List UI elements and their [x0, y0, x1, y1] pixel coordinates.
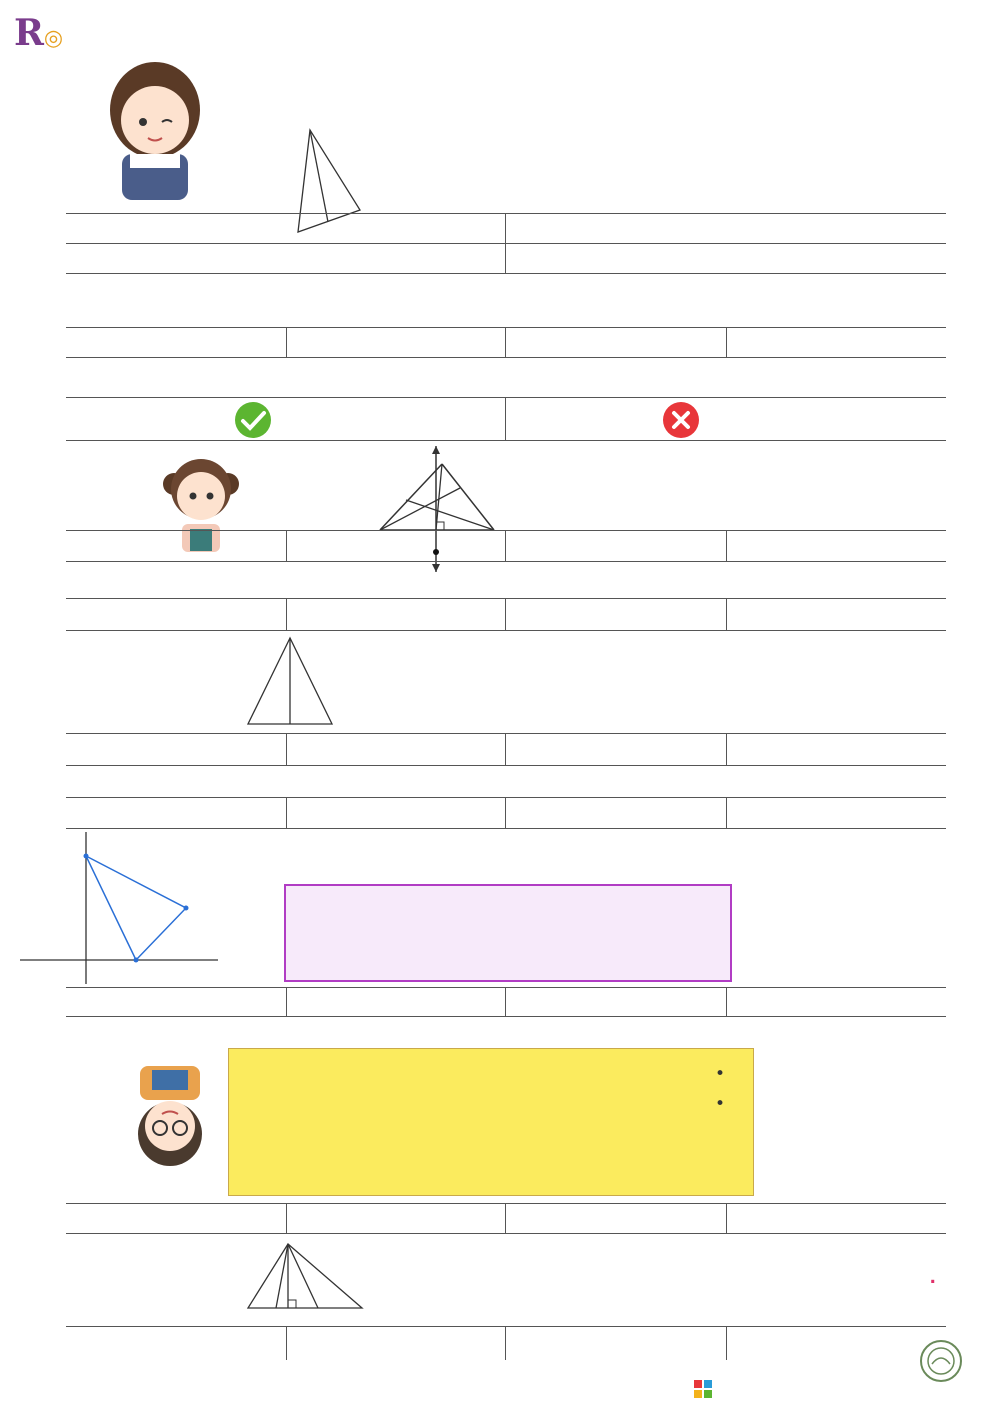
- q8-option-a[interactable]: [78, 991, 84, 1012]
- q7-option-a[interactable]: [78, 802, 84, 823]
- q10-option-a[interactable]: [78, 1333, 84, 1354]
- triangle-bec-figure: [230, 1236, 380, 1326]
- q9-option-a[interactable]: [78, 1208, 84, 1229]
- question-10: .: [929, 1268, 936, 1288]
- girl-illustration: [100, 50, 210, 200]
- q6-option-a[interactable]: [78, 738, 84, 759]
- triangle-ihg-figure: [366, 442, 506, 576]
- brand-logo-icon: [694, 1380, 712, 1398]
- triangle-abcd-figure: [238, 628, 342, 736]
- child-illustration: [160, 444, 242, 554]
- steps-box: • •: [228, 1048, 754, 1196]
- liveworksheets-brand: [694, 1380, 716, 1398]
- star-border-bottom: [0, 1358, 900, 1398]
- hint-box: [284, 884, 732, 982]
- triangle-fgh-figure: [288, 120, 378, 245]
- check-icon[interactable]: [232, 400, 274, 440]
- seal-icon: [918, 1338, 964, 1384]
- upside-down-child-illustration: [128, 1062, 212, 1180]
- coordinate-grid-figure: [18, 830, 220, 986]
- cross-icon[interactable]: [660, 400, 702, 440]
- logo: R◎: [14, 12, 64, 54]
